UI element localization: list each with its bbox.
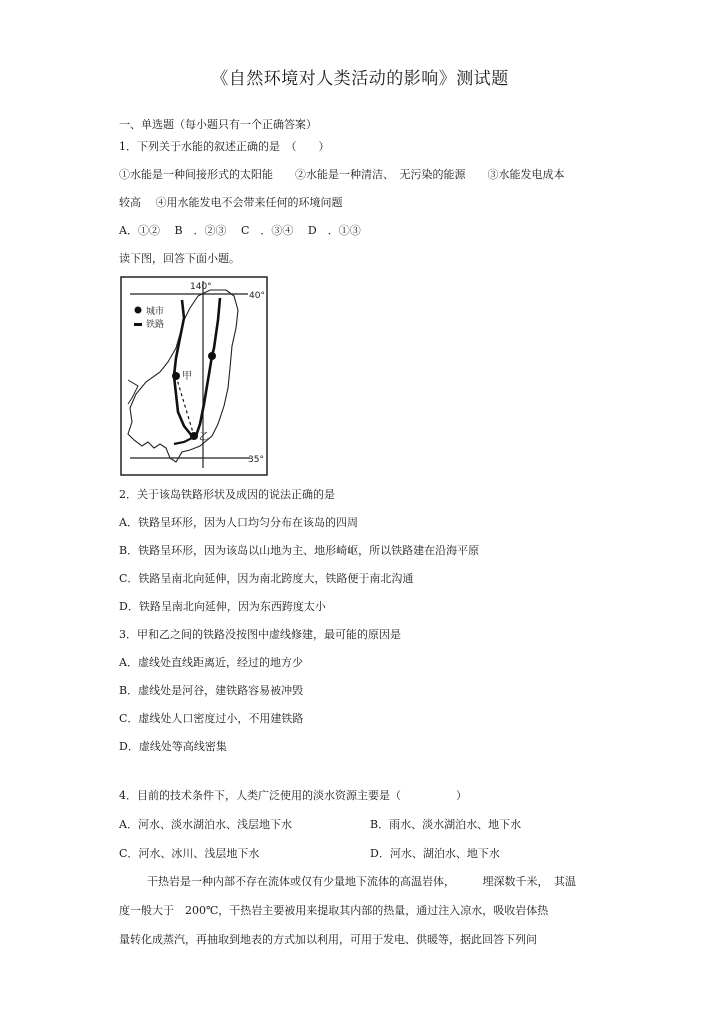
q2-stem: 2．关于该岛铁路形状及成因的说法正确的是 — [119, 488, 335, 501]
city-jia-label: 甲 — [182, 371, 192, 382]
passage-line3: 量转化成蒸汽，再抽取到地表的方式加以利用，可用于发电、供暖等，据此回答下列问 — [119, 933, 537, 946]
passage-line1: 干热岩是一种内部不存在流体或仅有少量地下流体的高温岩体， 埋深数千米， 其温 — [147, 875, 576, 888]
q4-option-a: A．河水、淡水湖泊水、浅层地下水 — [119, 818, 292, 831]
q3-option-d: D．虚线处等高线密集 — [119, 740, 227, 753]
section-heading: 一、单选题（每小题只有一个正确答案） — [119, 118, 317, 131]
q4-stem: 4．目前的技术条件下，人类广泛使用的淡水资源主要是（ ） — [119, 789, 467, 802]
legend-city-symbol — [135, 307, 142, 314]
lat-bottom-label: 35° — [248, 455, 264, 465]
city-yi-label: 乙 — [199, 432, 209, 443]
q3-option-a: A．虚线处直线距离近，经过的地方少 — [119, 656, 303, 669]
q1-statements-line1: ①水能是一种间接形式的太阳能 ②水能是一种清洁、 无污染的能源 ③水能发电成本 — [119, 168, 565, 181]
legend-rail-label: 铁路 — [146, 320, 165, 330]
q2-option-c: C．铁路呈南北向延伸，因为南北跨度大，铁路便于南北沟通 — [119, 572, 414, 585]
q4-option-d: D．河水、湖泊水、地下水 — [370, 847, 500, 860]
map-instruction: 读下图，回答下面小题。 — [119, 252, 240, 265]
city-yi-dot — [190, 432, 198, 440]
map-svg — [120, 276, 268, 476]
q2-option-b: B．铁路呈环形，因为该岛以山地为主、地形崎岖，所以铁路建在沿海平原 — [119, 544, 480, 557]
lon-label: 140° — [190, 282, 212, 292]
island-railway-map — [120, 276, 268, 476]
q1-statements-line2: 较高 ④用水能发电不会带来任何的环境问题 — [119, 196, 343, 209]
q1-stem: 1．下列关于水能的叙述正确的是 （ ） — [119, 140, 330, 153]
city-jia-dot — [172, 372, 180, 380]
q2-option-d: D．铁路呈南北向延伸，因为东西跨度太小 — [119, 600, 326, 613]
page-title: 《自然环境对人类活动的影响》测试题 — [211, 69, 509, 89]
q3-option-c: C．虚线处人口密度过小，不用建铁路 — [119, 712, 304, 725]
lat-top-label: 40° — [249, 291, 265, 301]
city-dot — [208, 352, 216, 360]
q4-option-b: B．雨水、淡水湖泊水、地下水 — [370, 818, 522, 831]
q3-option-b: B．虚线处是河谷，建铁路容易被冲毁 — [119, 684, 304, 697]
q2-option-a: A．铁路呈环形，因为人口均匀分布在该岛的四周 — [119, 516, 358, 529]
passage-line2: 度一般大于 200℃，干热岩主要被用来提取其内部的热量，通过注入凉水，吸收岩体热 — [119, 904, 549, 917]
q3-stem: 3．甲和乙之间的铁路没按图中虚线修建，最可能的原因是 — [119, 628, 401, 641]
q1-options: A．①② B ．②③ C ．③④ D ．①③ — [119, 224, 361, 237]
legend-city-label: 城市 — [146, 307, 165, 317]
q4-option-c: C．河水、冰川、浅层地下水 — [119, 847, 260, 860]
legend-rail-symbol — [134, 323, 142, 326]
